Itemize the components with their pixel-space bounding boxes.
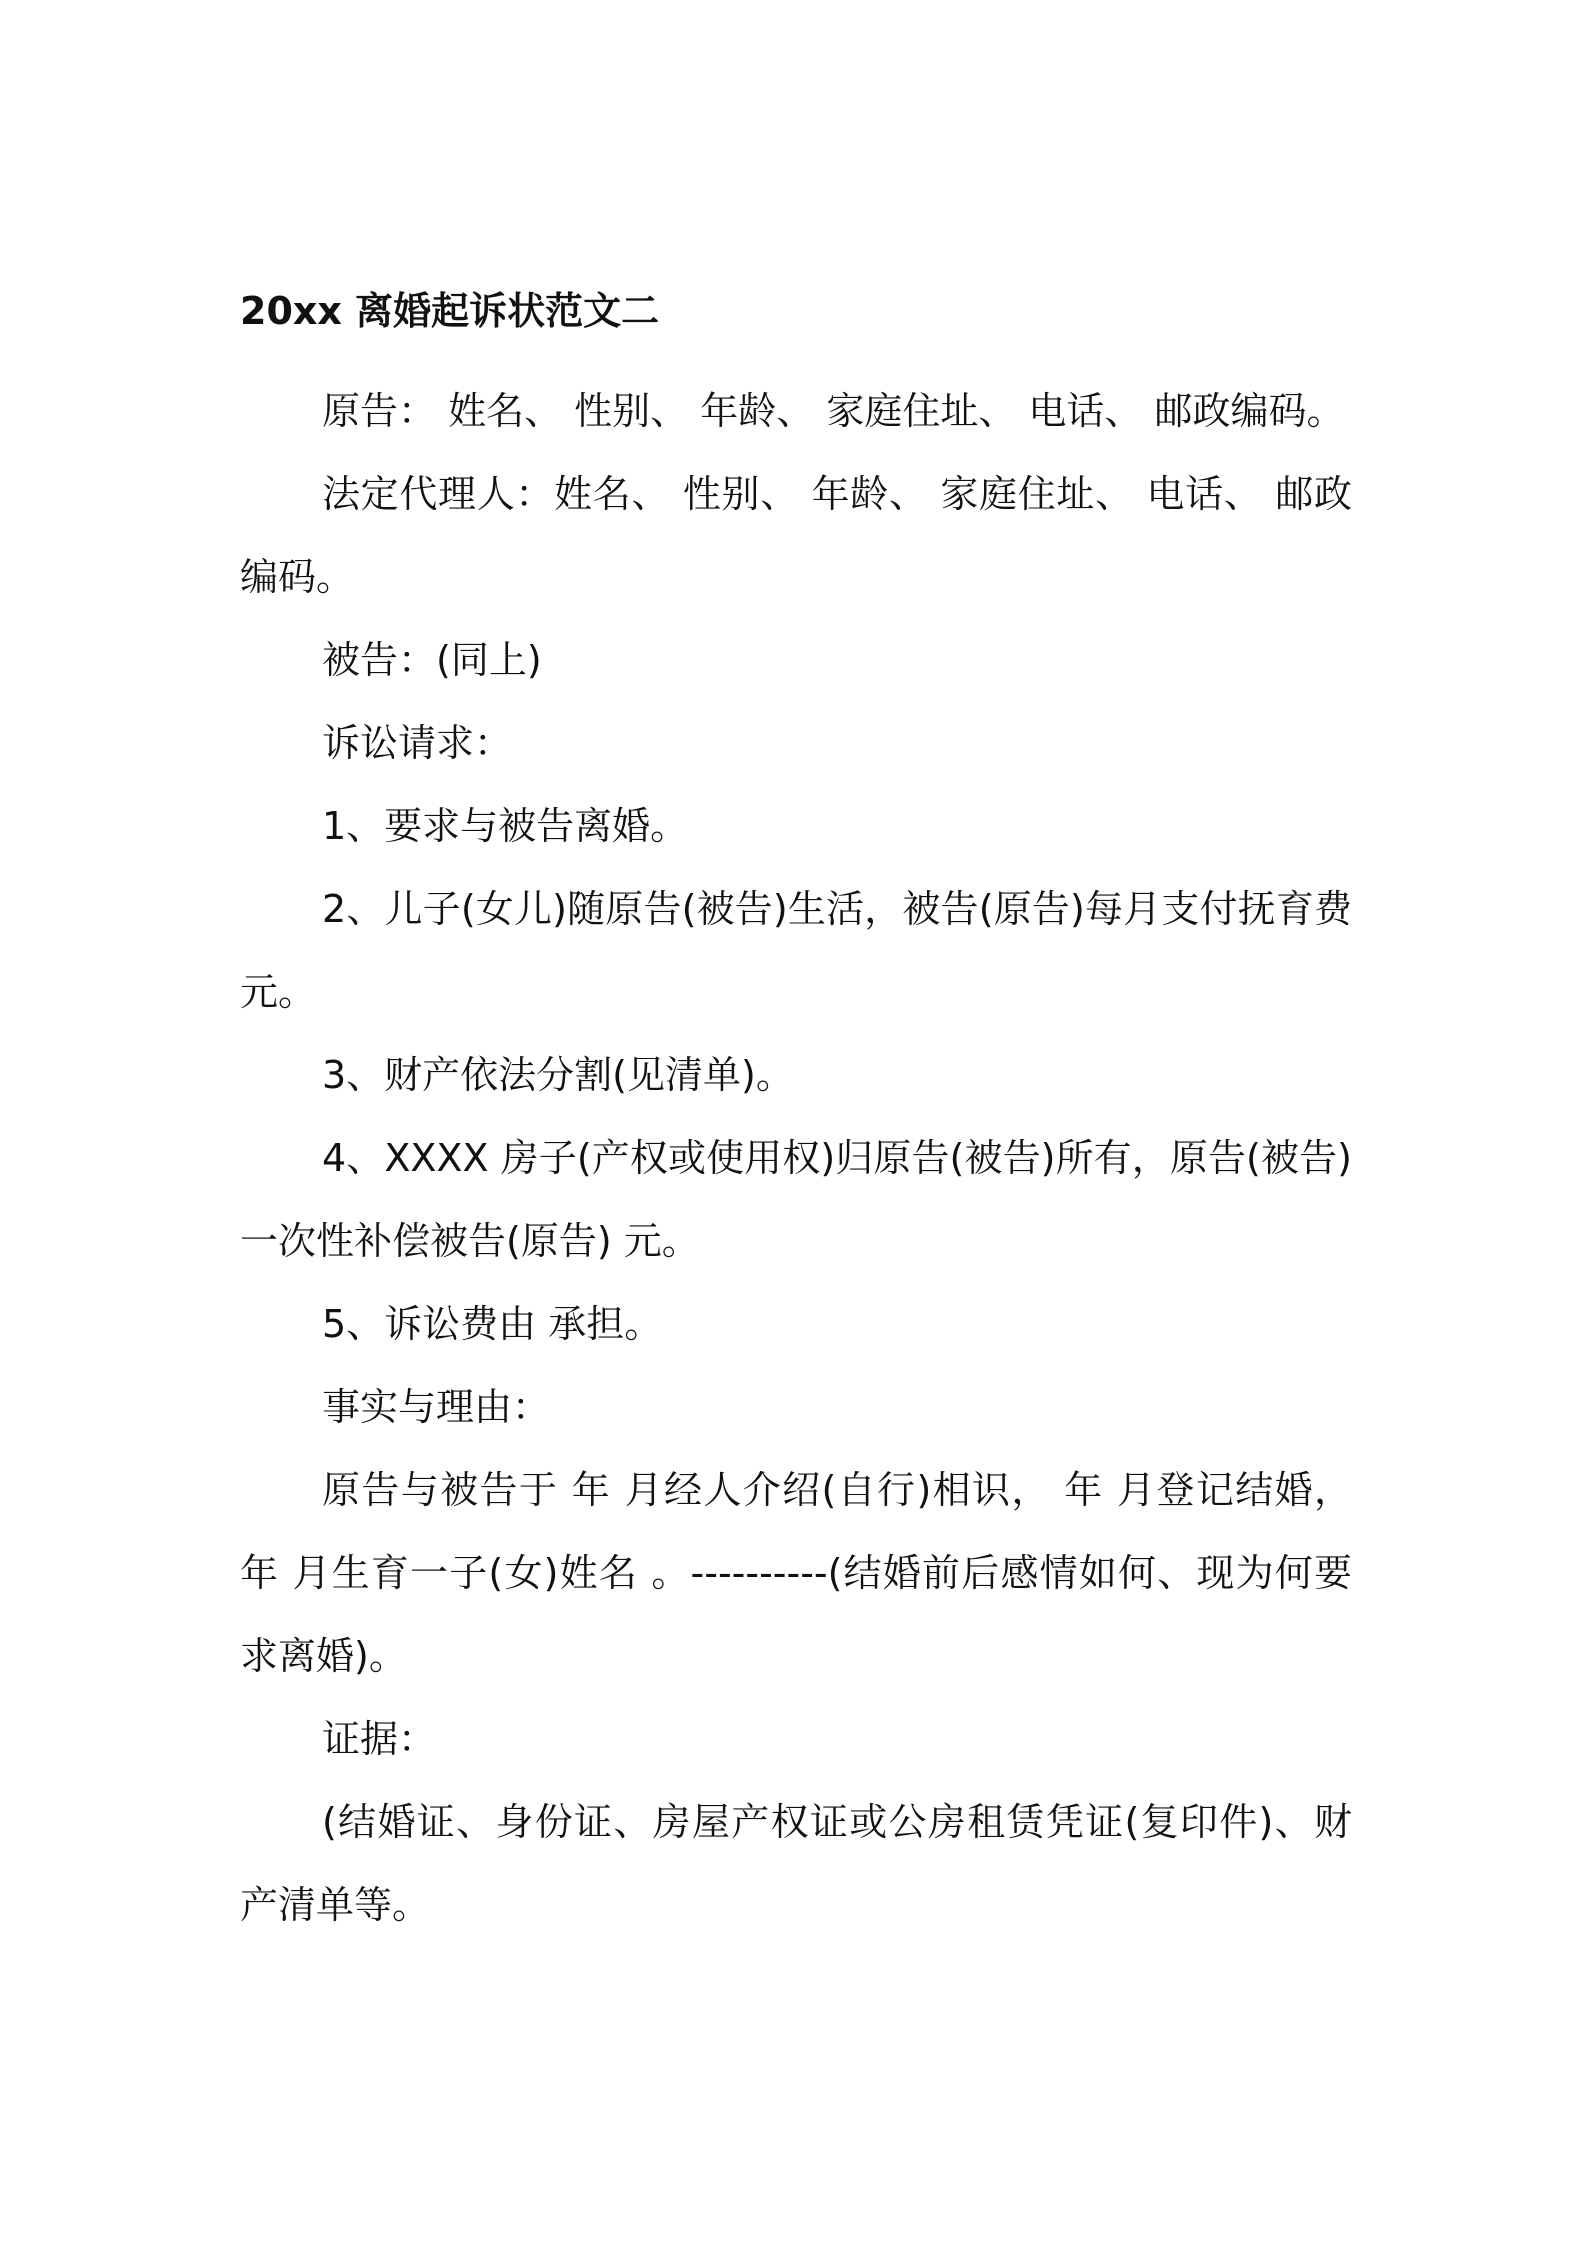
claim-item-1: 1、要求与被告离婚。 [322, 804, 689, 848]
defendant-paragraph: 被告：(同上) [322, 638, 542, 682]
facts-paragraph: 原告与被告于 年 月经人介绍(自行)相识， 年 月登记结婚， 年 月生育一子(女)姓名 。----------(结婚前后感情如何、现为何要求离婚)。 [240, 1468, 1352, 1678]
claim-item-3: 3、财产依法分割(见清单)。 [322, 1053, 794, 1097]
legal-representative-paragraph: 法定代理人：姓名、 性别、 年龄、 家庭住址、 电话、 邮政编码。 [240, 472, 1352, 599]
plaintiff-paragraph: 原告： 姓名、 性别、 年龄、 家庭住址、 电话、 邮政编码。 [322, 389, 1345, 433]
claim-item-2: 2、儿子(女儿)随原告(被告)生活，被告(原告)每月支付抚育费 元。 [240, 887, 1352, 1014]
claim-item-4: 4、XXXX 房子(产权或使用权)归原告(被告)所有，原告(被告)一次性补偿被告(原告) 元。 [240, 1136, 1352, 1263]
evidence-heading: 证据： [322, 1717, 437, 1761]
facts-heading: 事实与理由： [322, 1385, 551, 1429]
claim-item-5: 5、诉讼费由 承担。 [322, 1302, 663, 1346]
claims-heading: 诉讼请求： [322, 721, 513, 765]
evidence-paragraph: (结婚证、身份证、房屋产权证或公房租赁凭证(复印件)、财产清单等。 [240, 1800, 1352, 1927]
document-title: 20xx 离婚起诉状范文二 [240, 289, 660, 333]
document-page [240, 286, 1352, 1947]
